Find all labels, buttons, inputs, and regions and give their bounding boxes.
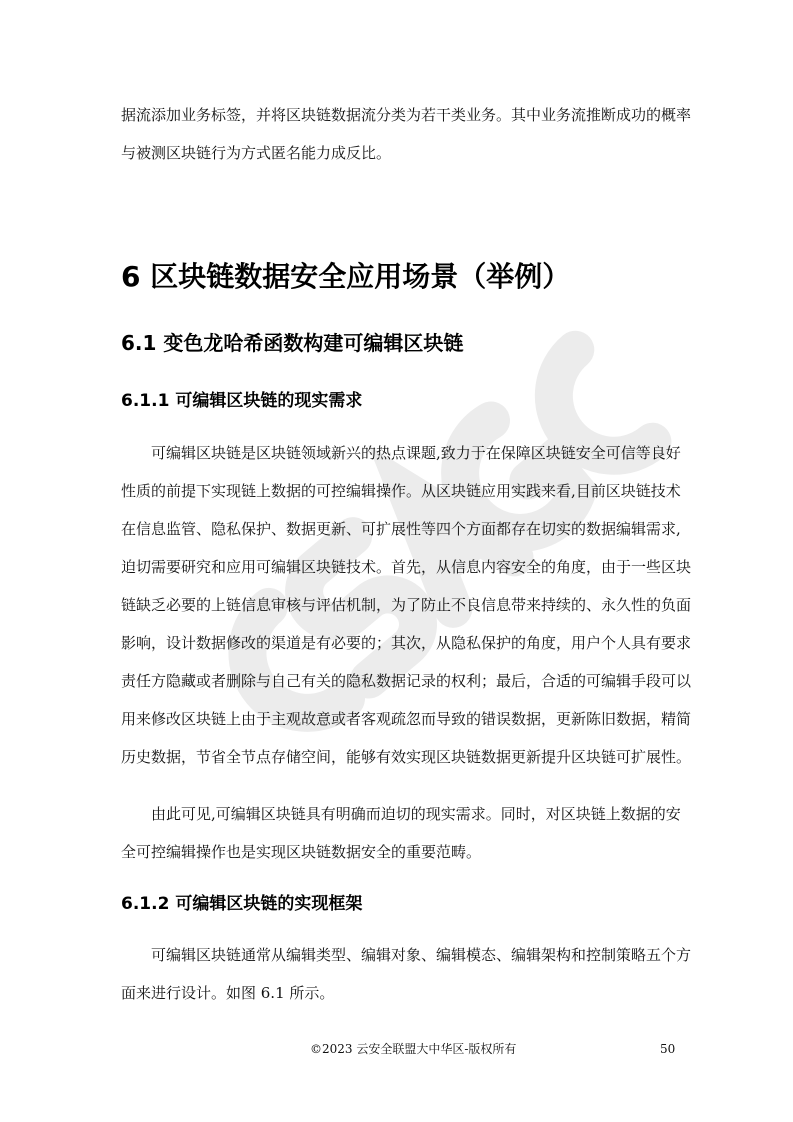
- section-title: 6.1 变色龙哈希函数构建可编辑区块链: [121, 331, 464, 355]
- text-line: 影响，设计数据修改的渠道是有必要的；其次，从隐私保护的角度，用户个人具有要求: [121, 634, 692, 652]
- text-line: 性质的前提下实现链上数据的可控编辑操作。从区块链应用实践来看,目前区块链技术: [121, 482, 681, 500]
- text-line: 可编辑区块链是区块链领域新兴的热点课题,致力于在保障区块链安全可信等良好: [151, 444, 681, 462]
- text-line: 迫切需要研究和应用可编辑区块链技术。首先，从信息内容安全的角度，由于一些区块: [121, 558, 692, 576]
- text-line: 面来进行设计。如图 6.1 所示。: [121, 984, 335, 1002]
- text-line: 责任方隐藏或者删除与自己有关的隐私数据记录的权利；最后，合适的可编辑手段可以: [121, 672, 692, 690]
- paragraph-6-1-1-a: [121, 434, 692, 776]
- page-number: 50: [660, 1042, 676, 1056]
- paragraph-6-1-1-b: [121, 795, 681, 871]
- chapter-title: 6 区块链数据安全应用场景（举例）: [121, 260, 571, 293]
- paragraph-6-1-2: [121, 936, 692, 1012]
- subsection-title-6-1-1: 6.1.1 可编辑区块链的现实需求: [121, 391, 363, 411]
- intro-paragraph: [121, 96, 692, 172]
- text-line: 全可控编辑操作也是实现区块链数据安全的重要范畴。: [121, 843, 482, 861]
- text-line: 据流添加业务标签，并将区块链数据流分类为若干类业务。其中业务流推断成功的概率: [121, 106, 692, 124]
- text-line: 可编辑区块链通常从编辑类型、编辑对象、编辑模态、编辑架构和控制策略五个方: [151, 946, 692, 964]
- text-line: 链缺乏必要的上链信息审核与评估机制，为了防止不良信息带来持续的、永久性的负面: [121, 596, 692, 614]
- text-line: 与被测区块链行为方式匿名能力成反比。: [121, 144, 392, 162]
- text-line: 历史数据，节省全节点存储空间，能够有效实现区块链数据更新提升区块链可扩展性。: [121, 748, 692, 766]
- subsection-title-6-1-2: 6.1.2 可编辑区块链的实现框架: [121, 894, 363, 914]
- text-line: 在信息监管、隐私保护、数据更新、可扩展性等四个方面都存在切实的数据编辑需求,: [121, 520, 681, 538]
- text-line: 用来修改区块链上由于主观故意或者客观疏忽而导致的错误数据，更新陈旧数据，精简: [121, 710, 692, 728]
- text-line: 由此可见,可编辑区块链具有明确而迫切的现实需求。同时，对区块链上数据的安: [151, 805, 681, 823]
- footer-copyright: ©2023 云安全联盟大中华区-版权所有: [310, 1042, 517, 1056]
